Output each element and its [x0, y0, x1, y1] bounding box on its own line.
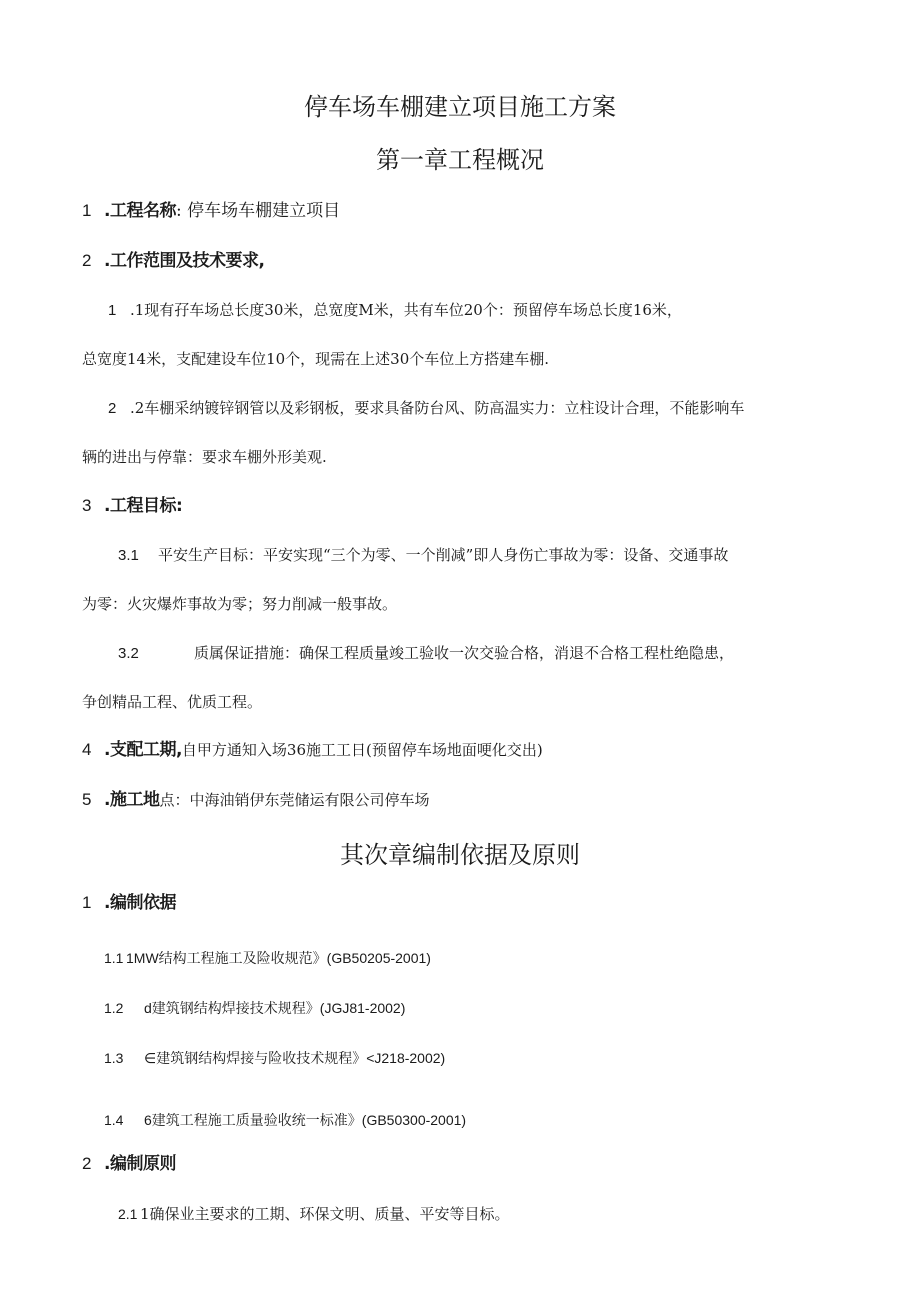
- paragraph-number: 1: [108, 302, 117, 319]
- chapter-2-title: 其次章编制依据及原则: [340, 841, 580, 869]
- item-text: 1MW结构工程施工及险收规范》(GB50205-2001): [126, 950, 431, 966]
- section-number: 5: [82, 790, 92, 809]
- list-item: [104, 1048, 445, 1068]
- section-text: 自甲方通知入场36施工工日(预留停车场地面哽化交出): [181, 741, 543, 759]
- section-label: .工作范围及技术要求,: [104, 251, 265, 271]
- item-number: 2.1: [118, 1206, 138, 1222]
- list-item: [104, 1110, 466, 1130]
- section-label: .编制依据: [104, 893, 176, 913]
- paragraph-number: 3.2: [118, 645, 139, 662]
- paragraph-3-2-line1: [118, 643, 734, 664]
- section-number: 1: [82, 201, 92, 220]
- section-1-5: [82, 790, 429, 810]
- section-label: .工程目标:: [104, 496, 183, 516]
- list-item: [104, 948, 431, 968]
- section-text: : 停车场车棚建立项目: [175, 201, 341, 221]
- item-number: 1.3: [104, 1050, 124, 1066]
- paragraph-1-2-2-line1: [108, 398, 744, 419]
- section-number: 4: [82, 740, 92, 759]
- item-text: d建筑钢结构焊接技术规程》(JGJ81-2002): [144, 1000, 406, 1016]
- item-number: 1.4: [104, 1112, 124, 1128]
- chapter-1-title: 第一章工程概况: [376, 146, 544, 174]
- item-text: 1确保业主要求的工期、环保文明、质量、平安等目标。: [140, 1205, 510, 1223]
- paragraph-3-1-line1: [118, 545, 728, 566]
- section-2-1: [82, 893, 176, 913]
- section-label: .编制原则: [104, 1154, 176, 1174]
- paragraph-3-2-line2: 争创精品工程、优质工程。: [82, 693, 263, 711]
- item-number: 1.1: [104, 950, 124, 966]
- paragraph-text: 质属保证措施：确保工程质量竣工验收一次交验合格，消退不合格工程杜绝隐患，: [194, 644, 735, 662]
- list-item: [118, 1204, 510, 1224]
- paragraph-1-2-1-line1: [108, 300, 682, 321]
- list-item: [104, 998, 405, 1018]
- section-number: 1: [82, 893, 92, 912]
- section-1-3: [82, 496, 182, 516]
- document-title: 停车场车棚建立项目施工方案: [304, 93, 616, 121]
- item-number: 1.2: [104, 1000, 124, 1016]
- section-number: 2: [82, 1154, 92, 1173]
- section-label: .施工地: [104, 790, 160, 810]
- section-1-4: [82, 740, 543, 760]
- section-label: .工程名称: [104, 201, 176, 221]
- section-1-2: [82, 251, 264, 271]
- paragraph-number: 2: [108, 400, 117, 417]
- section-1-1: [82, 201, 340, 221]
- paragraph-text: .2车棚采纳镀锌钢管以及彩钢板，要求具备防台风、防高温实力：立柱设计合理，不能影响车: [130, 399, 745, 417]
- paragraph-text: .1现有孖车场总长度30米，总宽度M米，共有车位20个：预留停车场总长度16米，: [130, 301, 682, 319]
- section-label: .支配工期,: [104, 740, 182, 760]
- paragraph-1-2-1-line2: 总宽度14米，支配建设车位10个，现需在上述30个车位上方搭建车棚.: [82, 350, 550, 368]
- item-text: 6建筑工程施工质量验收统一标准》(GB50300-2001): [144, 1112, 467, 1128]
- section-2-2: [82, 1154, 176, 1174]
- paragraph-number: 3.1: [118, 547, 139, 564]
- section-number: 2: [82, 251, 92, 270]
- item-text: ∈建筑钢结构焊接与险收技术规程》<J218-2002): [144, 1050, 446, 1066]
- paragraph-text: 平安生产目标：平安实现“三个为零、一个削减”即人身伤亡事故为零：设备、交通事故: [158, 546, 729, 564]
- section-text: 点：中海油销伊东莞储运有限公司停车场: [159, 791, 430, 809]
- paragraph-1-2-2-line2: 辆的进出与停靠：要求车棚外形美观.: [82, 448, 327, 466]
- paragraph-3-1-line2: 为零：火灾爆炸事故为零；努力削减一般事故。: [82, 595, 398, 613]
- section-number: 3: [82, 496, 92, 515]
